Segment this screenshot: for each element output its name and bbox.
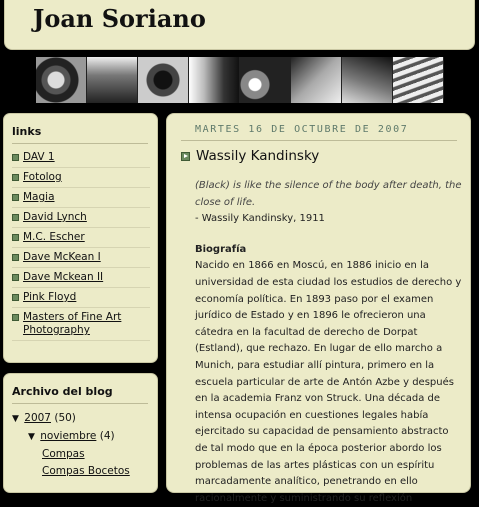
banner-lens-closeup-image — [138, 57, 189, 103]
list-item — [12, 268, 150, 288]
banner-metal-image — [291, 57, 342, 103]
archive-post-row — [12, 446, 157, 463]
list-item — [12, 168, 150, 188]
archive-month-count: (4) — [99, 430, 115, 442]
banner-camera-body-image — [87, 57, 138, 103]
blog-title[interactable]: Joan Soriano — [33, 4, 206, 33]
archive-year-link[interactable]: 2007 — [24, 412, 51, 424]
list-item — [12, 228, 150, 248]
square-bullet-icon — [12, 314, 19, 321]
banner-viewfinder-image — [342, 57, 393, 103]
link-mc-escher[interactable]: M.C. Escher — [23, 231, 85, 243]
link-fotolog[interactable]: Fotolog — [23, 171, 62, 183]
archive-month-link[interactable]: noviembre — [40, 430, 97, 442]
archive-list — [12, 410, 157, 480]
biography-text: Nacido en 1866 en Moscú, en 1886 inicio en la universidad de esta ciudad los estudios de derecho y economía política. En 1893 paso por el examen jurídico de Estado y en 1896 le ofrecieron una cátedra en la facultad de derecho de Dorpat (Estland), que rechazo. En lugar de ello marcho a Munich, para estudiar allí pintura, primero en la escuela particular de arte de Antón Azbe y después en la academia Franz von Struck. Una década de intensa ocupación en cuestiones legales había ejercitado su capacidad de pensamiento abstracto de tal modo que en la época posterior abordo los problemas de las artes plásticas con un espíritu marcadamente analítico, penetrando en ello racionalmente y suministrando su reflexión — [195, 260, 462, 504]
archive-month-row[interactable] — [12, 428, 157, 446]
post-title[interactable]: Wassily Kandinsky — [196, 148, 320, 164]
square-bullet-icon — [12, 254, 19, 261]
link-dave-mckean-i[interactable]: Dave McKean I — [23, 251, 101, 263]
link-pink-floyd[interactable]: Pink Floyd — [23, 291, 77, 303]
archive-heading: Archivo del blog — [12, 385, 148, 404]
post-area — [166, 113, 471, 504]
square-bullet-icon — [12, 194, 19, 201]
list-item — [12, 208, 150, 228]
links-heading: links — [12, 125, 148, 144]
archive-post-link[interactable]: Compas Bocetos — [42, 465, 130, 477]
post-quote-author: - Wassily Kandinsky, 1911 — [195, 213, 325, 225]
biography-heading: Biografía — [195, 243, 247, 255]
post-title-row — [181, 148, 470, 164]
post-body — [195, 178, 463, 507]
link-magia[interactable]: Magia — [23, 191, 55, 203]
link-dave-mckean-ii[interactable]: Dave Mckean II — [23, 271, 104, 283]
square-bullet-icon — [12, 154, 19, 161]
link-david-lynch[interactable]: David Lynch — [23, 211, 87, 223]
archive-year-count: (50) — [54, 412, 76, 424]
square-bullet-icon — [12, 234, 19, 241]
list-item — [12, 288, 150, 308]
links-widget — [3, 113, 158, 363]
square-bullet-icon — [12, 294, 19, 301]
post-date: MARTES 16 DE OCTUBRE DE 2007 — [195, 124, 409, 135]
triangle-down-icon[interactable]: ▼ — [28, 432, 35, 442]
date-divider — [181, 140, 457, 141]
blog-header — [4, 0, 475, 50]
banner-dial-image — [189, 57, 240, 103]
archive-post-link[interactable]: Compas — [42, 448, 85, 460]
square-bullet-icon — [12, 214, 19, 221]
banner-bellows-image — [393, 57, 444, 103]
square-bullet-icon — [12, 174, 19, 181]
banner-shutter-image — [240, 57, 291, 103]
header-banner-image — [36, 57, 444, 103]
archive-year-row[interactable] — [12, 410, 157, 428]
list-item — [12, 308, 150, 341]
triangle-down-icon[interactable]: ▼ — [12, 414, 19, 424]
archive-post-row — [12, 463, 157, 480]
post-quote: (Black) is like the silence of the body after death, the close of life. — [195, 180, 462, 208]
links-list — [4, 148, 157, 341]
square-bullet-icon — [12, 274, 19, 281]
list-item — [12, 248, 150, 268]
list-item — [12, 148, 150, 168]
link-dav-1[interactable]: DAV 1 — [23, 151, 55, 163]
link-masters-fine-art-photography[interactable]: Masters of Fine Art Photography — [23, 311, 122, 336]
list-item — [12, 188, 150, 208]
arrow-bullet-icon — [181, 152, 190, 161]
blog-archive-widget — [3, 373, 158, 493]
banner-camera-lens-image — [36, 57, 87, 103]
